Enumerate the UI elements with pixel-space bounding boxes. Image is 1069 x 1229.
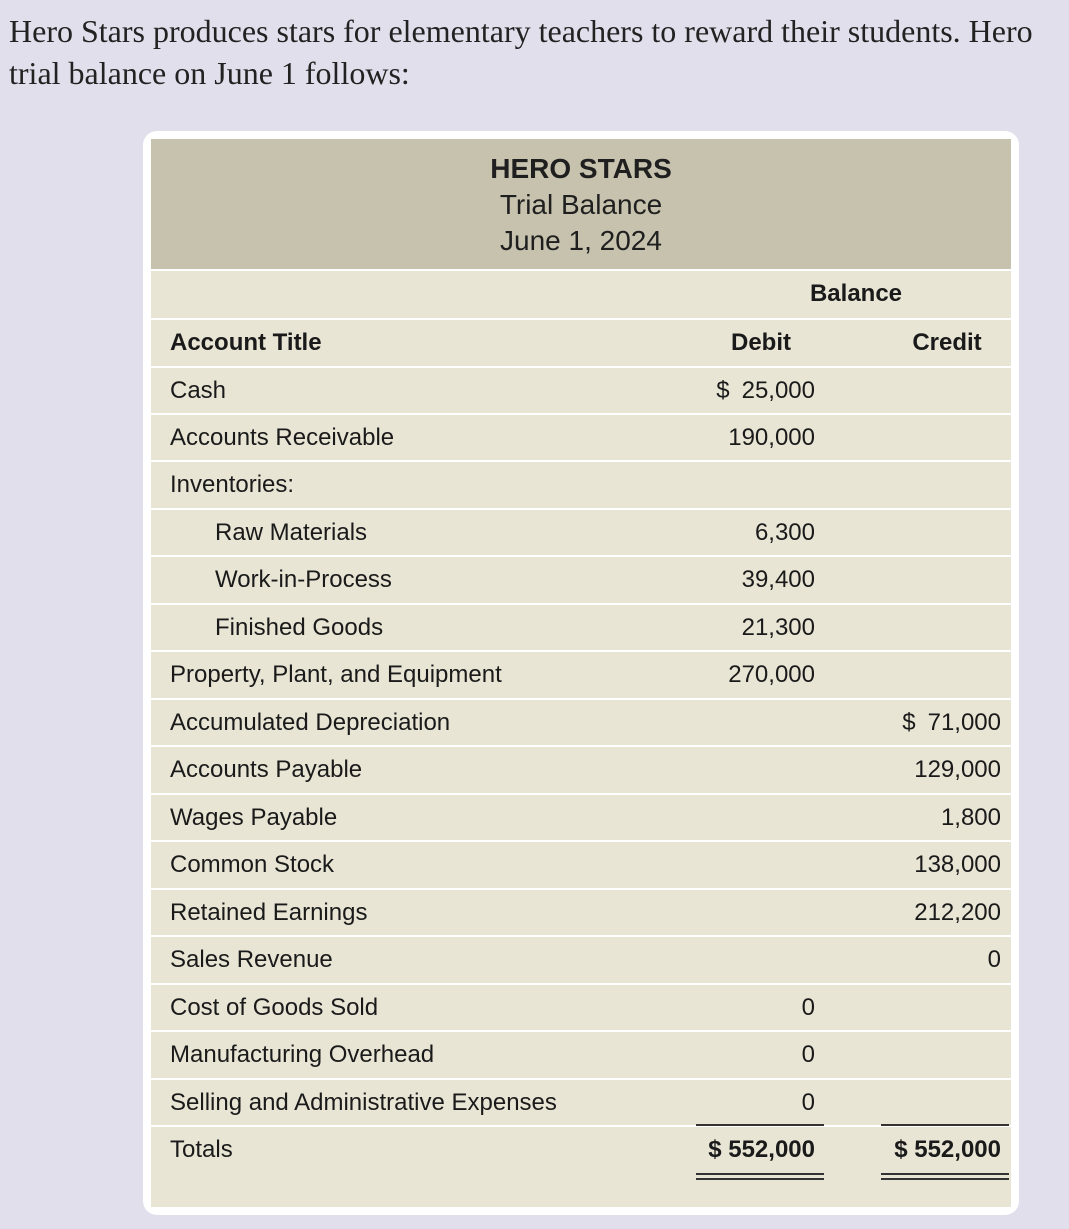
credit-value: 129,000 bbox=[914, 756, 1001, 783]
account-label: Inventories: bbox=[170, 471, 295, 498]
table-row bbox=[151, 793, 1011, 841]
account-label: Raw Materials bbox=[215, 519, 368, 546]
table-row bbox=[151, 1078, 1011, 1126]
account-label: Retained Earnings bbox=[170, 899, 368, 926]
double-rule-credit bbox=[881, 1173, 1009, 1180]
credit-value bbox=[902, 700, 1001, 746]
subtotal-rule-debit bbox=[696, 1124, 824, 1126]
account-label: Common Stock bbox=[170, 851, 335, 878]
totals-row bbox=[151, 1125, 1011, 1173]
credit-value: 1,800 bbox=[940, 804, 1001, 831]
double-rule-debit bbox=[696, 1173, 824, 1180]
debit-value: 21,300 bbox=[741, 614, 815, 641]
table-row bbox=[151, 555, 1011, 603]
table-row bbox=[151, 698, 1011, 746]
debit-value bbox=[716, 368, 815, 414]
intro-line-1: Hero Stars produces stars for elementary teachers to reward their students. Hero bbox=[9, 13, 1033, 49]
table-row bbox=[151, 1030, 1011, 1078]
table-row bbox=[151, 888, 1011, 936]
table-row bbox=[151, 603, 1011, 651]
table-row bbox=[151, 508, 1011, 556]
credit-value: 0 bbox=[987, 946, 1001, 973]
statement-title: Trial Balance bbox=[499, 189, 663, 220]
intro-line-2: trial balance on June 1 follows: bbox=[9, 55, 410, 91]
trial-balance-table bbox=[151, 139, 1011, 1207]
balance-header: Balance bbox=[809, 280, 903, 307]
table-row bbox=[151, 413, 1011, 461]
credit-amount: 71,000 bbox=[927, 709, 1001, 736]
total-credit: $ 552,000 bbox=[894, 1136, 1001, 1163]
debit-value: 6,300 bbox=[754, 519, 815, 546]
column-header-row bbox=[151, 318, 1011, 366]
debit-header: Debit bbox=[731, 329, 791, 356]
account-label: Accumulated Depreciation bbox=[170, 709, 451, 736]
table-row bbox=[151, 650, 1011, 698]
credit-header: Credit bbox=[912, 329, 982, 356]
dollar-sign: $ bbox=[716, 377, 730, 404]
table-row bbox=[151, 935, 1011, 983]
account-label: Wages Payable bbox=[170, 804, 338, 831]
account-label: Cost of Goods Sold bbox=[170, 994, 379, 1021]
table-row bbox=[151, 366, 1011, 414]
account-label: Sales Revenue bbox=[170, 946, 333, 973]
table-row bbox=[151, 460, 1011, 508]
credit-value: 212,200 bbox=[914, 899, 1001, 926]
debit-value: 0 bbox=[801, 994, 815, 1021]
debit-value: 190,000 bbox=[728, 424, 815, 451]
table-header bbox=[151, 139, 1011, 269]
account-label: Accounts Receivable bbox=[170, 424, 395, 451]
debit-amount: 25,000 bbox=[741, 377, 815, 404]
credit-value: 138,000 bbox=[914, 851, 1001, 878]
account-label: Finished Goods bbox=[215, 614, 384, 641]
dollar-sign: $ bbox=[902, 709, 916, 736]
debit-value: 39,400 bbox=[741, 566, 815, 593]
account-label: Selling and Administrative Expenses bbox=[170, 1089, 557, 1116]
statement-date: June 1, 2024 bbox=[500, 225, 662, 256]
debit-value: 0 bbox=[801, 1041, 815, 1068]
intro-paragraph bbox=[9, 10, 1069, 94]
subtotal-rule-credit bbox=[881, 1124, 1009, 1126]
total-debit: $ 552,000 bbox=[708, 1136, 815, 1163]
table-row bbox=[151, 983, 1011, 1031]
debit-value: 0 bbox=[801, 1089, 815, 1116]
table-row bbox=[151, 840, 1011, 888]
balance-header-row bbox=[151, 269, 1011, 317]
account-label: Manufacturing Overhead bbox=[170, 1041, 435, 1068]
account-label: Cash bbox=[170, 377, 227, 404]
totals-label: Totals bbox=[170, 1136, 233, 1163]
account-label: Property, Plant, and Equipment bbox=[170, 661, 502, 688]
debit-value: 270,000 bbox=[728, 661, 815, 688]
company-name: HERO STARS bbox=[490, 153, 672, 184]
account-title-header: Account Title bbox=[170, 329, 322, 356]
account-label: Work-in-Process bbox=[215, 566, 392, 593]
account-label: Accounts Payable bbox=[170, 756, 363, 783]
table-row bbox=[151, 745, 1011, 793]
